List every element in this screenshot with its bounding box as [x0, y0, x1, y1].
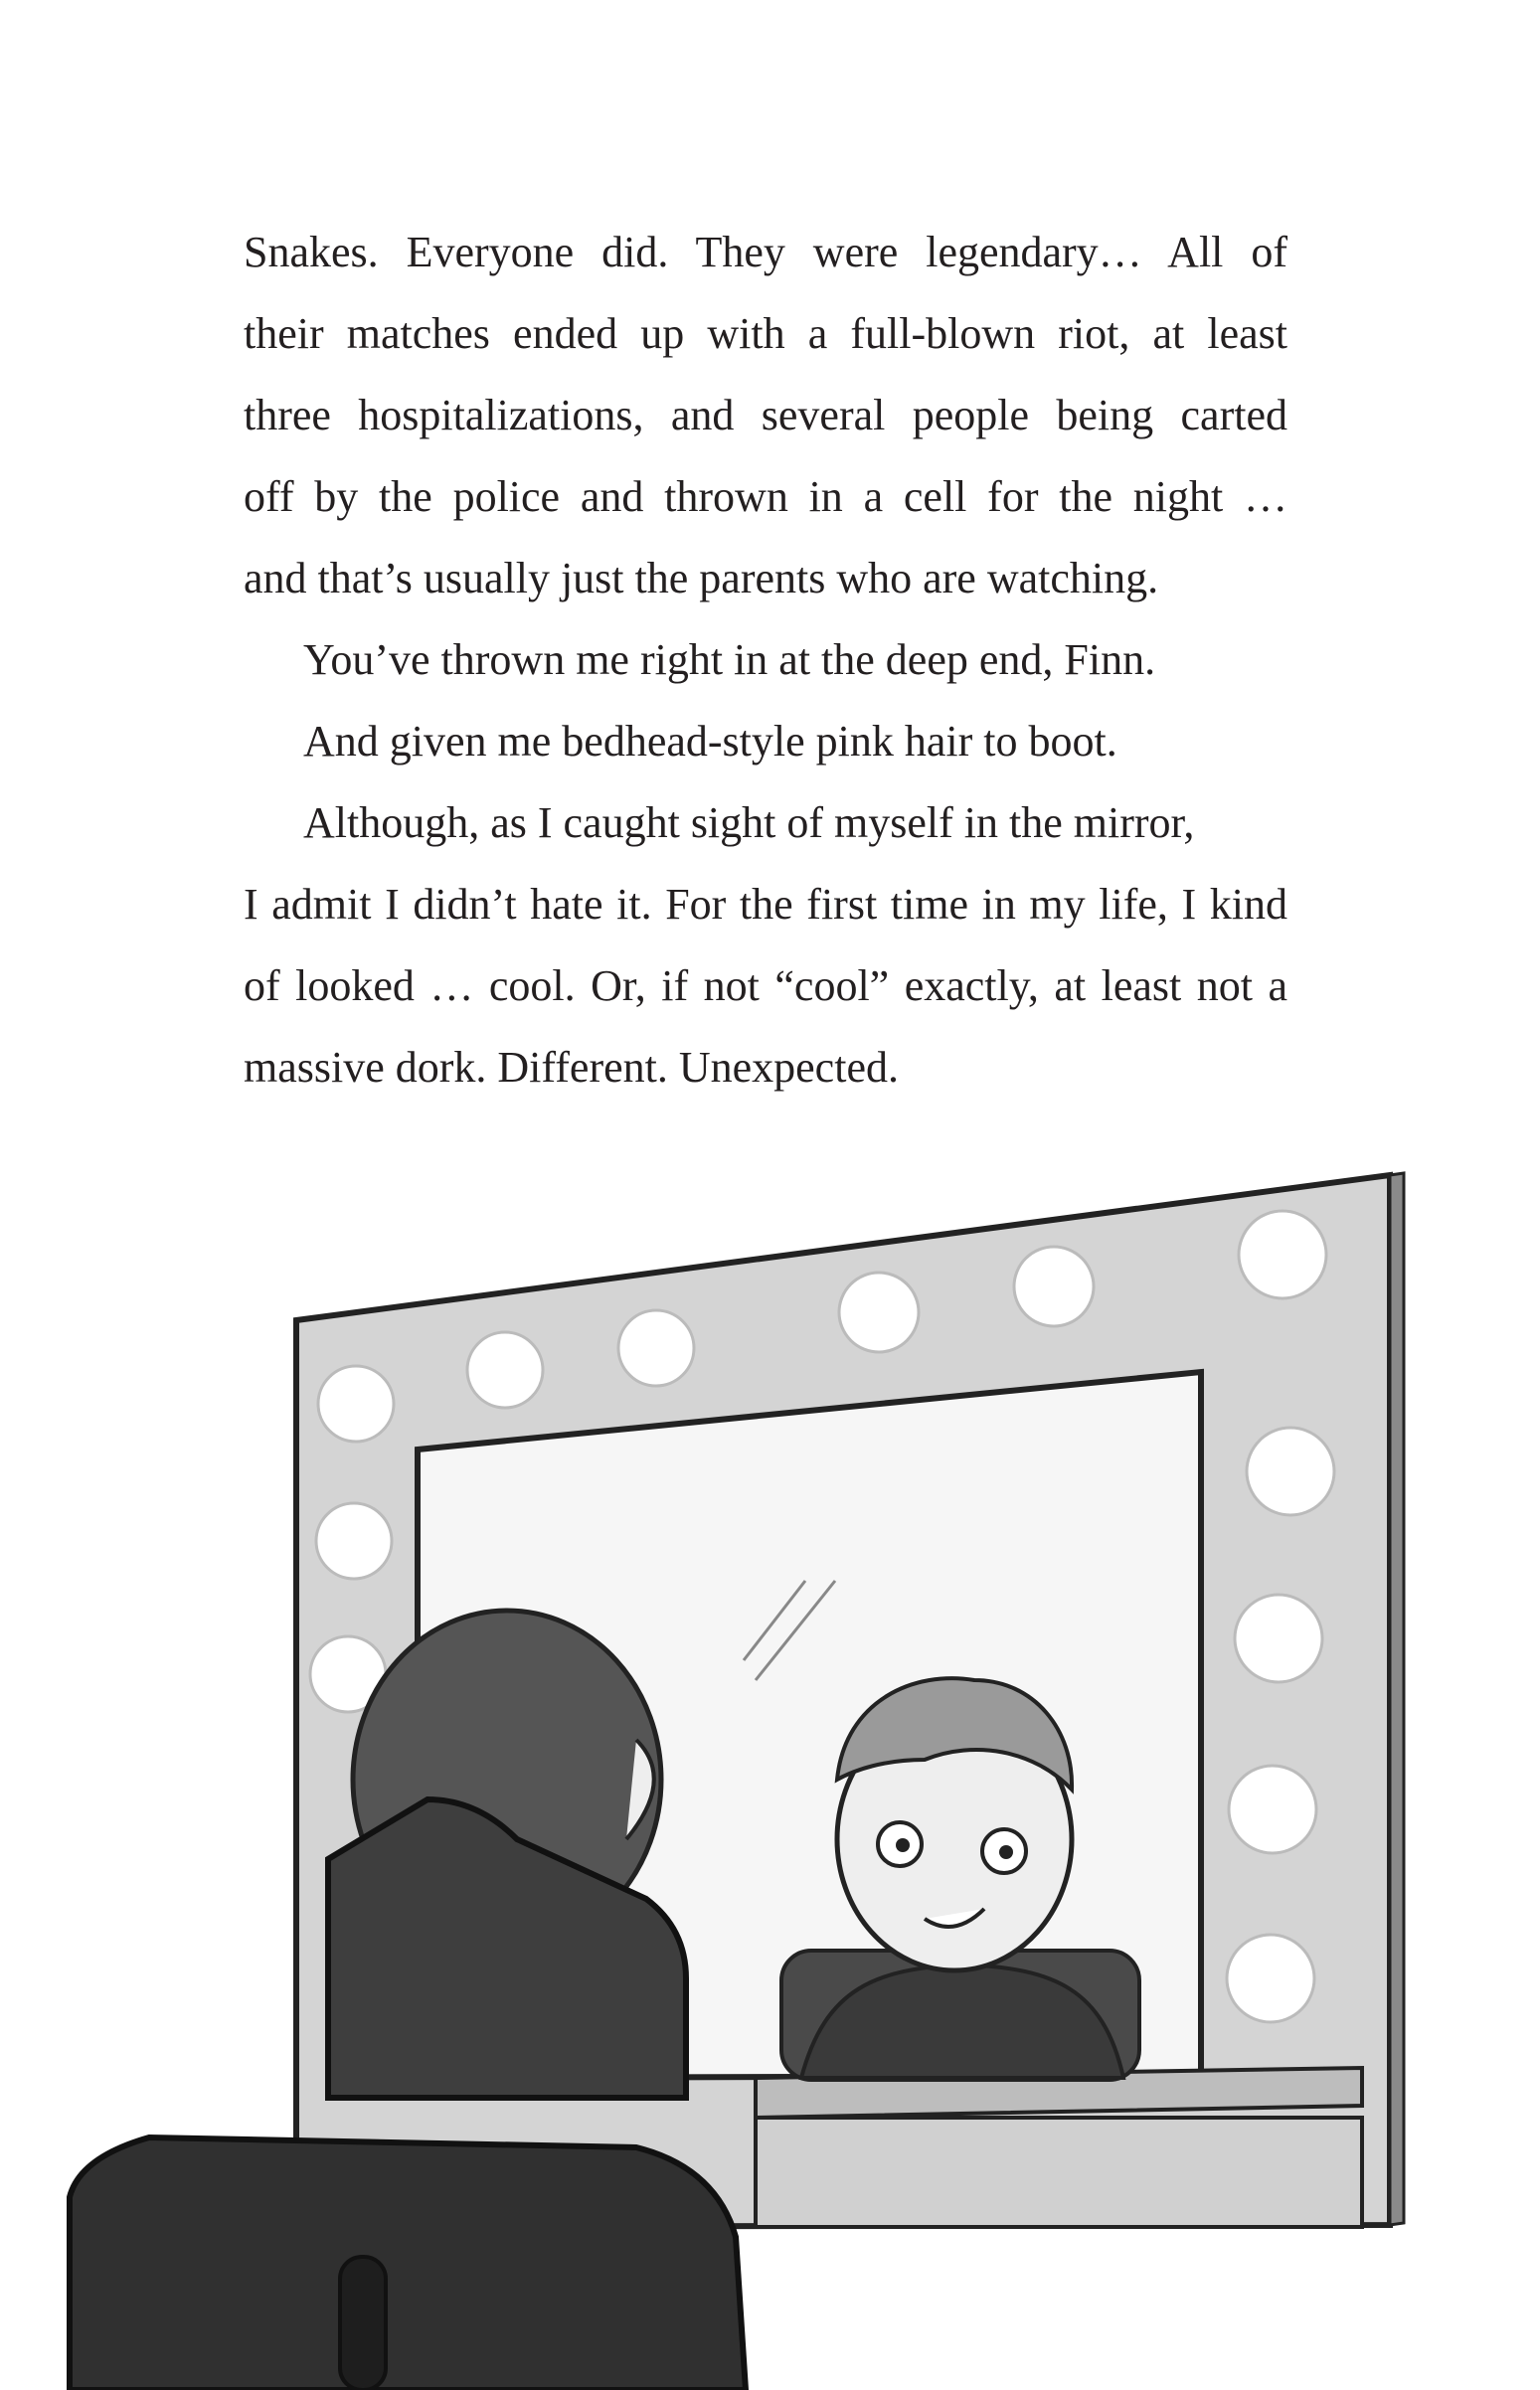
text-line: massive dork. Different. Unexpected. [244, 1043, 899, 1092]
text-line: And given me bedhead-style pink hair to boot. [303, 717, 1117, 766]
chair-handle [340, 2257, 386, 2390]
light-bulb-icon [1227, 1935, 1314, 2022]
mirror-frame-edge [1390, 1173, 1404, 2225]
light-bulb-icon [318, 1366, 394, 1442]
text-line: and that’s usually just the parents who are watching. [244, 554, 1159, 602]
text-line: of looked … cool. Or, if not “cool” exactly, at least not a [244, 961, 1287, 1010]
light-bulb-icon [467, 1332, 543, 1408]
light-bulb-icon [839, 1273, 919, 1352]
light-bulb-icon [1014, 1247, 1094, 1326]
reflection-pupil [999, 1845, 1013, 1859]
light-bulb-icon [1247, 1428, 1334, 1515]
text-line: You’ve thrown me right in at the deep end, Finn. [303, 635, 1156, 684]
light-bulb-icon [1239, 1211, 1326, 1298]
light-bulb-icon [1229, 1766, 1316, 1853]
reflection-pupil [896, 1838, 910, 1852]
text-line: off by the police and thrown in a cell for the night … [244, 472, 1287, 521]
chair-back [70, 2137, 746, 2390]
text-line: three hospitalizations, and several people being carted [244, 391, 1287, 439]
text-line: Snakes. Everyone did. They were legendary… All of [244, 228, 1287, 276]
mirror-illustration-icon [0, 1143, 1540, 2390]
light-bulb-icon [316, 1503, 392, 1579]
text-line: their matches ended up with a full-blown riot, at least [244, 309, 1287, 358]
light-bulb-icon [618, 1310, 694, 1386]
light-bulb-icon [1235, 1595, 1322, 1682]
vanity-front [756, 2118, 1362, 2227]
text-line: I admit I didn’t hate it. For the first time in my life, I kind [244, 880, 1287, 929]
text-line: Although, as I caught sight of myself in the mirror, [303, 798, 1195, 847]
